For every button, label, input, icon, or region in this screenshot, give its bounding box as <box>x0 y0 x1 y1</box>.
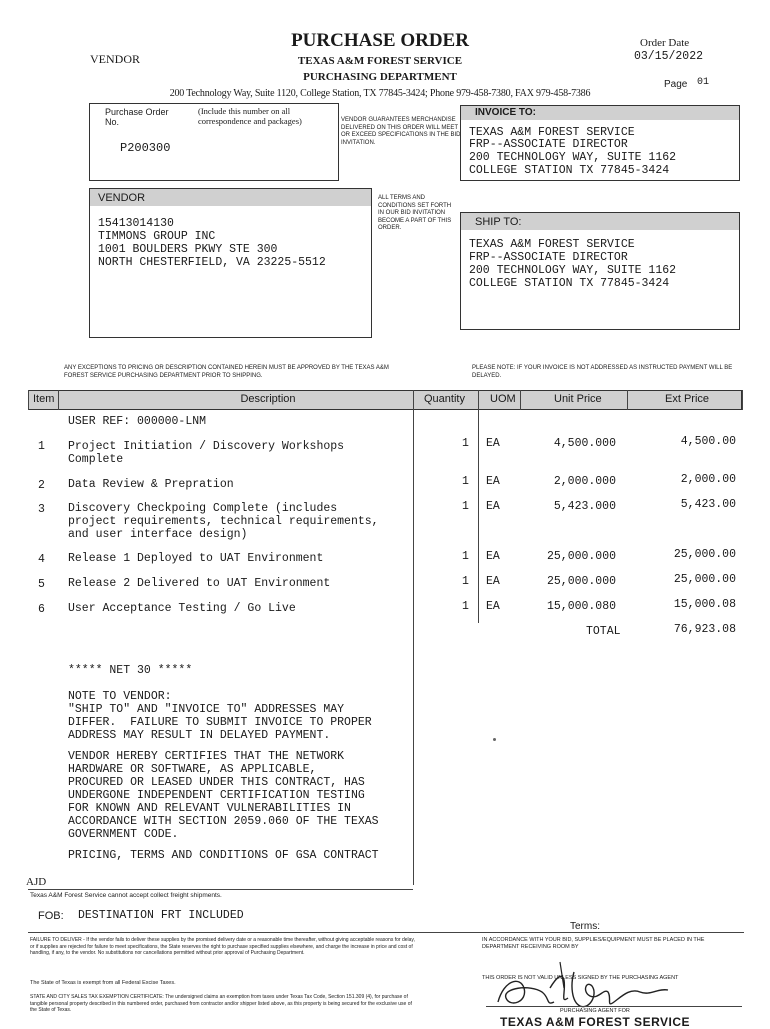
item-unit-price: 4,500.000 <box>553 437 616 450</box>
item-ext-price: 25,000.00 <box>673 548 736 561</box>
table-header-row <box>28 390 742 410</box>
total-amount: 76,923.08 <box>673 623 736 636</box>
ship-to-line: COLLEGE STATION TX 77845-3424 <box>469 277 670 290</box>
table-divider <box>520 390 521 410</box>
column-header-description: Description <box>240 393 296 405</box>
order-validity-note: THIS ORDER IS NOT VALID UNLESS SIGNED BY THE PURCHASING AGENT <box>482 975 679 981</box>
invoice-to-line: 200 TECHNOLOGY WAY, SUITE 1162 <box>469 151 677 164</box>
item-ext-price: 2,000.00 <box>680 473 736 486</box>
table-divider <box>413 390 414 885</box>
fob-label: FOB: <box>38 910 64 922</box>
item-uom: EA <box>486 500 500 513</box>
item-unit-price: 15,000.080 <box>546 600 616 613</box>
purchase-order-number: P200300 <box>120 141 171 155</box>
freight-notice: Texas A&M Forest Service cannot accept collect freight shipments. <box>30 892 222 899</box>
user-ref: USER REF: 000000-LNM <box>68 415 207 428</box>
item-number: 6 <box>38 603 45 616</box>
item-description: User Acceptance Testing / Go Live <box>68 602 296 615</box>
invoice-to-line: TEXAS A&M FOREST SERVICE <box>469 126 635 139</box>
invoice-to-line: FRP--ASSOCIATE DIRECTOR <box>469 138 628 151</box>
terms-label: Terms: <box>570 921 600 932</box>
table-divider <box>28 390 29 410</box>
terms-rule <box>28 932 744 933</box>
invoice-to-line: COLLEGE STATION TX 77845-3424 <box>469 164 670 177</box>
item-description: Release 1 Deployed to UAT Environment <box>68 552 324 565</box>
scan-mark <box>493 738 496 741</box>
item-uom: EA <box>486 437 500 450</box>
pricing-terms-note: PRICING, TERMS AND CONDITIONS OF GSA CONTRACT <box>68 849 379 862</box>
ship-to-label: SHIP TO: <box>475 216 522 228</box>
failure-to-deliver-clause: FAILURE TO DELIVER - If the vendor fails to deliver these supplies by the promised delivery date or a reasonable time thereafter, without giving acceptable reasons for delay, or if supplies are rejected for failure to meet specifications, the State reserves the right to purchase specified supplies elsewhere, and charge the increase in price and cost of handling, if any, to the vendor. No substitutions nor cancellations permitted without prior approval of Purchasing Department. <box>30 937 415 956</box>
item-quantity: 1 <box>462 500 469 513</box>
vendor-box-label: VENDOR <box>98 192 146 204</box>
item-description: Release 2 Delivered to UAT Environment <box>68 577 331 590</box>
ship-to-line: FRP--ASSOCIATE DIRECTOR <box>469 251 628 264</box>
vendor-guarantee-text: VENDOR GUARANTEES MERCHANDISE DELIVERED ON THIS ORDER WILL MEET OR EXCEED SPECIFICATIONS IN THE BID INVITATION. <box>341 117 461 146</box>
order-date: 03/15/2022 <box>634 50 704 63</box>
department-name: PURCHASING DEPARTMENT <box>303 71 457 83</box>
item-uom: EA <box>486 475 500 488</box>
approver-initials: AJD <box>26 876 47 888</box>
item-number: 4 <box>38 553 45 566</box>
item-number: 5 <box>38 578 45 591</box>
item-quantity: 1 <box>462 575 469 588</box>
item-description: Data Review & Prepration <box>68 478 234 491</box>
excise-tax-note: The State of Texas is exempt from all Federal Excise Taxes. <box>30 980 176 986</box>
table-divider <box>742 390 743 410</box>
table-divider <box>58 390 59 410</box>
vendor-line: NORTH CHESTERFIELD, VA 23225-5512 <box>98 256 326 269</box>
agency-name-bottom: TEXAS A&M FOREST SERVICE <box>500 1015 691 1029</box>
page-title: PURCHASE ORDER <box>291 30 469 51</box>
agency-name: TEXAS A&M FOREST SERVICE <box>297 55 463 67</box>
order-date-label: Order Date <box>640 37 690 49</box>
item-unit-price: 2,000.000 <box>553 475 616 488</box>
item-unit-price: 25,000.000 <box>546 550 616 563</box>
payment-terms: ***** NET 30 ***** <box>68 664 193 677</box>
ship-to-line: 200 TECHNOLOGY WAY, SUITE 1162 <box>469 264 677 277</box>
item-uom: EA <box>486 550 500 563</box>
page-label: Page <box>664 79 688 90</box>
purchase-order-box <box>89 103 339 181</box>
purchasing-agent-label: PURCHASING AGENT FOR <box>560 1008 630 1014</box>
total-label: TOTAL <box>586 625 621 638</box>
column-header-quantity: Quantity <box>424 393 465 405</box>
item-description: Project Initiation / Discovery Workshops Complete <box>68 440 345 466</box>
sales-tax-exemption: STATE AND CITY SALES TAX EXEMPTION CERTIFICATE: The undersigned claims an exemption from taxes under Texas Tax Code, Section 151.309 (4), for purchase of tangible personal property described in this numbered order, purchased from contractor and/or shipper listed above, as this property is being secured for the exclusive use of the State of Texas. <box>30 994 412 1013</box>
page-number: 01 <box>697 77 710 88</box>
item-number: 1 <box>38 440 45 453</box>
ship-to-box <box>460 212 740 330</box>
item-ext-price: 5,423.00 <box>680 498 736 511</box>
invoice-to-label: INVOICE TO: <box>475 107 536 118</box>
purchase-order-label: Purchase Order No. <box>105 107 169 127</box>
table-bottom-rule <box>28 889 413 890</box>
vendor-line: 15413014130 <box>98 217 174 230</box>
vendor-certification: VENDOR HEREBY CERTIFIES THAT THE NETWORK HARDWARE OR SOFTWARE, AS APPLICABLE, PROCURED OR LEASED UNDER THIS CONTRACT, HAS UNDERGONE INDEPENDENT CERTIFICATION TESTING FOR KNOWN AND RELEVANT VULNERABILITIES IN ACCORDANCE WITH SECTION 2059.060 OF THE TEXAS GOVERNMENT CODE. <box>68 750 379 841</box>
item-quantity: 1 <box>462 550 469 563</box>
agency-address: 200 Technology Way, Suite 1120, College Station, TX 77845-3424; Phone 979-458-7380, FAX 979-458-7386 <box>169 88 591 99</box>
ship-to-line: TEXAS A&M FOREST SERVICE <box>469 238 635 251</box>
table-divider <box>627 390 628 410</box>
item-quantity: 1 <box>462 475 469 488</box>
vendor-corner-label: VENDOR <box>90 52 140 66</box>
column-header-ext-price: Ext Price <box>665 393 710 405</box>
item-ext-price: 4,500.00 <box>680 435 736 448</box>
item-ext-price: 25,000.00 <box>673 573 736 586</box>
vendor-line: 1001 BOULDERS PKWY STE 300 <box>98 243 278 256</box>
column-header-uom: UOM <box>490 393 516 405</box>
delivery-room-note: IN ACCORDANCE WITH YOUR BID, SUPPLIES/EQUIPMENT MUST BE PLACED IN THE DEPARTMENT RECEIVING ROOM BY <box>482 937 705 950</box>
signature-line <box>486 1006 742 1007</box>
note-to-vendor: NOTE TO VENDOR: "SHIP TO" AND "INVOICE TO" ADDRESSES MAY DIFFER. FAILURE TO SUBMIT INVOICE TO PROPER ADDRESS MAY RESULT IN DELAYED PAYMENT. <box>68 690 372 742</box>
item-number: 2 <box>38 479 45 492</box>
item-number: 3 <box>38 503 45 516</box>
item-unit-price: 25,000.000 <box>546 575 616 588</box>
fob-value: DESTINATION FRT INCLUDED <box>78 909 244 922</box>
item-unit-price: 5,423.000 <box>553 500 616 513</box>
item-quantity: 1 <box>462 437 469 450</box>
item-uom: EA <box>486 575 500 588</box>
exceptions-notice: ANY EXCEPTIONS TO PRICING OR DESCRIPTION CONTAINED HEREIN MUST BE APPROVED BY THE TEXAS A&M FOREST SERVICE PURCHASING DEPARTMENT PRIOR TO SHIPPING. <box>64 365 389 379</box>
column-header-item: Item <box>33 393 55 405</box>
purchase-order-note: (Include this number on all correspondence and packages) <box>198 106 302 126</box>
vendor-box <box>89 188 372 338</box>
invoice-address-notice: PLEASE NOTE: IF YOUR INVOICE IS NOT ADDRESSED AS INSTRUCTED PAYMENT WILL BE DELAYED. <box>472 365 733 379</box>
item-uom: EA <box>486 600 500 613</box>
terms-conditions-note: ALL TERMS AND CONDITIONS SET FORTH IN OUR BID INVITATION BECOME A PART OF THIS ORDER. <box>378 195 452 231</box>
column-header-unit-price: Unit Price <box>554 393 602 405</box>
table-divider <box>478 390 479 623</box>
vendor-line: TIMMONS GROUP INC <box>98 230 216 243</box>
invoice-to-box <box>460 105 740 181</box>
item-ext-price: 15,000.08 <box>673 598 736 611</box>
item-description: Discovery Checkpoing Complete (includes project requirements, technical requirements, and user interface design) <box>68 502 379 541</box>
item-quantity: 1 <box>462 600 469 613</box>
